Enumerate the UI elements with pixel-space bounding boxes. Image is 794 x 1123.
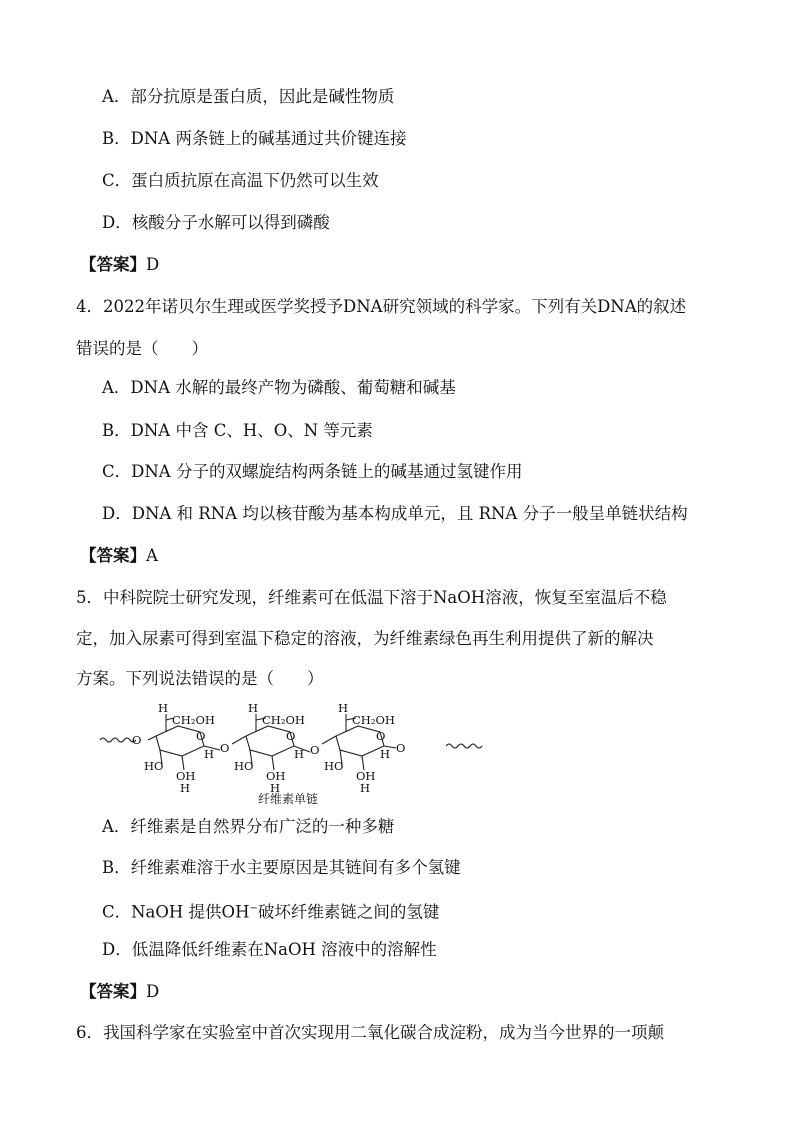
q5-stem-line-2: 定，加入尿素可得到室温下稳定的溶液，为纤维素绿色再生利用提供了新的解决: [76, 629, 654, 648]
q4-answer-value: A: [146, 546, 158, 565]
q4-stem-line-2: 错误的是（ ）: [76, 339, 208, 358]
o-label: O: [310, 743, 320, 757]
oh-label: OH: [356, 769, 376, 783]
q5-option-c-prefix: C．NaOH 提供OH: [102, 902, 250, 922]
o-label: O: [196, 729, 206, 743]
q3-answer-value: D: [146, 255, 160, 274]
q3-answer: [80, 254, 159, 276]
h-label: H: [180, 781, 191, 795]
h-label: H: [338, 701, 349, 715]
q4-option-d: D．DNA 和 RNA 均以核苷酸为基本构成单元，且 RNA 分子一般呈单链状结构: [102, 504, 688, 523]
q4-option-b: B．DNA 中含 C、H、O、N 等元素: [102, 421, 373, 440]
ho-label: HO: [324, 759, 344, 773]
q5-option-c: [102, 898, 439, 924]
q4-option-c: C．DNA 分子的双螺旋结构两条链上的碱基通过氢键作用: [102, 462, 523, 481]
ho-label: HO: [144, 759, 164, 773]
q3-option-a: A．部分抗原是蛋白质，因此是碱性物质: [102, 87, 395, 106]
q5-option-b: B．纤维素难溶于水主要原因是其链间有多个氢键: [102, 858, 461, 877]
h-label: H: [248, 701, 259, 715]
o-label: O: [132, 733, 142, 747]
q5-answer-value: D: [146, 982, 160, 1001]
o-label: O: [376, 729, 386, 743]
answer-label: 【答案】: [80, 255, 146, 274]
h-label: H: [204, 747, 215, 761]
o-label: O: [286, 729, 296, 743]
h-label: H: [360, 781, 371, 795]
q3-option-d: D．核酸分子水解可以得到磷酸: [102, 213, 330, 232]
q4-answer: [80, 545, 158, 567]
diagram-caption: 纤维素单链: [258, 792, 319, 806]
oh-label: OH: [176, 769, 196, 783]
q5-option-d: D．低温降低纤维素在NaOH 溶液中的溶解性: [102, 940, 437, 959]
h-label: H: [294, 747, 305, 761]
q4-option-a: A．DNA 水解的最终产物为磷酸、葡萄糖和碱基: [102, 378, 456, 397]
q5-option-a: A．纤维素是自然界分布广泛的一种多糖: [102, 817, 395, 836]
ch2oh-label: CH₂OH: [172, 713, 215, 727]
ch2oh-label: CH₂OH: [352, 713, 395, 727]
o-label: O: [220, 741, 230, 755]
h-label: H: [158, 701, 169, 715]
ho-label: HO: [234, 759, 254, 773]
q5-answer: [80, 981, 159, 1003]
answer-label: 【答案】: [80, 546, 146, 565]
q5-stem-line-3: 方案。下列说法错误的是（ ）: [76, 669, 324, 688]
q5-option-c-sup: −: [249, 903, 258, 914]
o-label: O: [396, 741, 406, 755]
q5-option-c-suffix: 破坏纤维素链之间的氢键: [257, 902, 440, 922]
h-label: H: [380, 747, 391, 761]
q3-option-c: C．蛋白质抗原在高温下仍然可以生效: [102, 171, 379, 190]
q4-stem-line-1: 4．2022年诺贝尔生理或医学奖授予DNA研究领域的科学家。下列有关DNA的叙述: [76, 297, 687, 316]
ch2oh-label: CH₂OH: [262, 713, 305, 727]
answer-label: 【答案】: [80, 982, 146, 1001]
q5-stem-line-1: 5．中科院院士研究发现，纤维素可在低温下溶于NaOH溶液，恢复至室温后不稳: [76, 588, 667, 607]
q3-option-b: B．DNA 两条链上的碱基通过共价键连接: [102, 129, 407, 148]
oh-label: OH: [266, 769, 286, 783]
h-label: H: [270, 781, 281, 795]
q6-stem-line-1: 6．我国科学家在实验室中首次实现用二氧化碳合成淀粉，成为当今世界的一项颠: [76, 1023, 664, 1042]
